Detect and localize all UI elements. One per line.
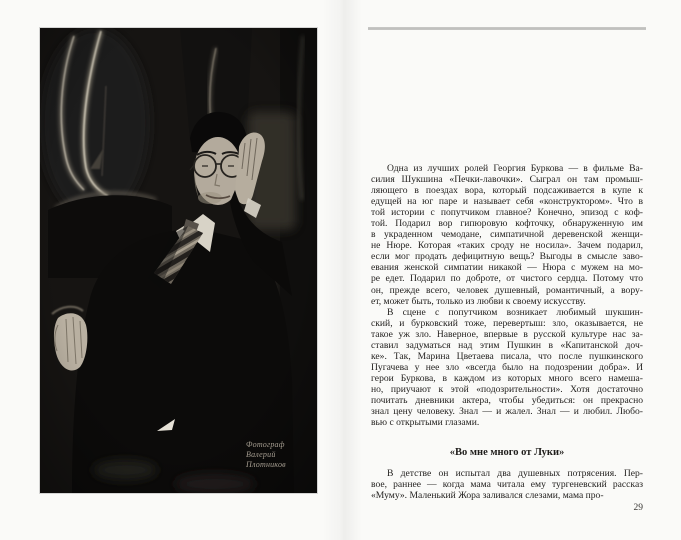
portrait-photo-image	[40, 28, 317, 493]
text-line: почитать дневники актера, чтобы убедиться: он прекрасно	[371, 394, 643, 406]
text-line: ре едет. Подарил по доброте, от чистого сердца. Потому что	[371, 273, 643, 285]
text-line: но, приучают к этой «подозрительности». Хотя достаточно	[371, 383, 643, 395]
text-line: ский, и бурковский тоже, перевертыш: зло, оказывается, не	[371, 317, 643, 329]
photo-caption-line: Валерий	[246, 450, 276, 459]
text-line: ляющего в поездах вора, который подсаживается в купе к	[371, 185, 643, 197]
page-number: 29	[633, 503, 643, 513]
text-line: ет, может быть, только из любви к своему искусству.	[371, 295, 586, 307]
text-line: знал цену человеку. Знал — и жалел. Знал — и любил. Любо-	[371, 406, 643, 418]
text-line: той. Подарил вор гипюровую кофточку, обнаруженную им	[371, 218, 643, 230]
text-line: если мог продать дефицитную вещь? Выгоды в смысле заво-	[371, 251, 643, 263]
text-line: не Нюре. Которая «таких сроду не носила». Зачем подарил,	[371, 240, 643, 252]
section-heading: «Во мне много от Луки»	[449, 447, 565, 459]
text-line: той истории с попутчиком главное? Конечно, эпизод с коф-	[371, 207, 643, 219]
photo-caption-line: Плотников	[246, 460, 286, 469]
text-line: «Муму». Маленький Жора заливался слезами, мама про-	[371, 490, 604, 502]
portrait-photo	[40, 28, 317, 493]
text-line: вое, раннее — когда мама читала ему тургеневский рассказ	[371, 479, 643, 491]
text-line: Одна из лучших ролей Георгия Буркова — в фильме Ва-	[387, 163, 643, 174]
text-line: такое уж зло. Наверное, впервые в русской культуре нас за-	[371, 328, 643, 340]
text-column	[371, 163, 643, 501]
page-gutter-shadow	[322, 0, 362, 540]
text-line: Пугачева у нее зло «всегда было на подозрении добра». И	[371, 361, 643, 373]
text-line: в украденном чемодане, симпатичной деревенской женщи-	[371, 229, 643, 241]
text-line: ставил задуматься над этим Пушкин в «Капитанской доч-	[371, 339, 643, 351]
text-line: В сцене с попутчиком возникает любимый шукшин-	[387, 306, 643, 318]
paragraph	[371, 468, 643, 501]
text-line: он, прежде всего, человек душевный, романтичный, а вору-	[371, 284, 643, 296]
text-line: вью с открытыми глазами.	[371, 417, 480, 429]
running-head-rule	[368, 27, 646, 30]
paragraph	[371, 307, 643, 429]
text-line: герои Буркова, в каждом из которых много всего намеша-	[371, 372, 643, 384]
text-line: едущей на юг паре и называет себя «конструктором». Что в	[371, 196, 643, 208]
photo-caption-line: Фотограф	[246, 440, 285, 449]
text-line: В детстве он испытал два душевных потрясения. Пер-	[387, 468, 643, 480]
text-line: евания женской симпатии никакой — Нюра с мужем на мо-	[371, 262, 643, 274]
text-line: ке». Так, Марина Цветаева писала, что после пушкинского	[371, 350, 643, 362]
photo-caption	[246, 440, 316, 470]
text-line: силия Шукшина «Печки-лавочки». Сыграл он там промыш-	[371, 174, 643, 186]
paragraph	[371, 163, 643, 307]
